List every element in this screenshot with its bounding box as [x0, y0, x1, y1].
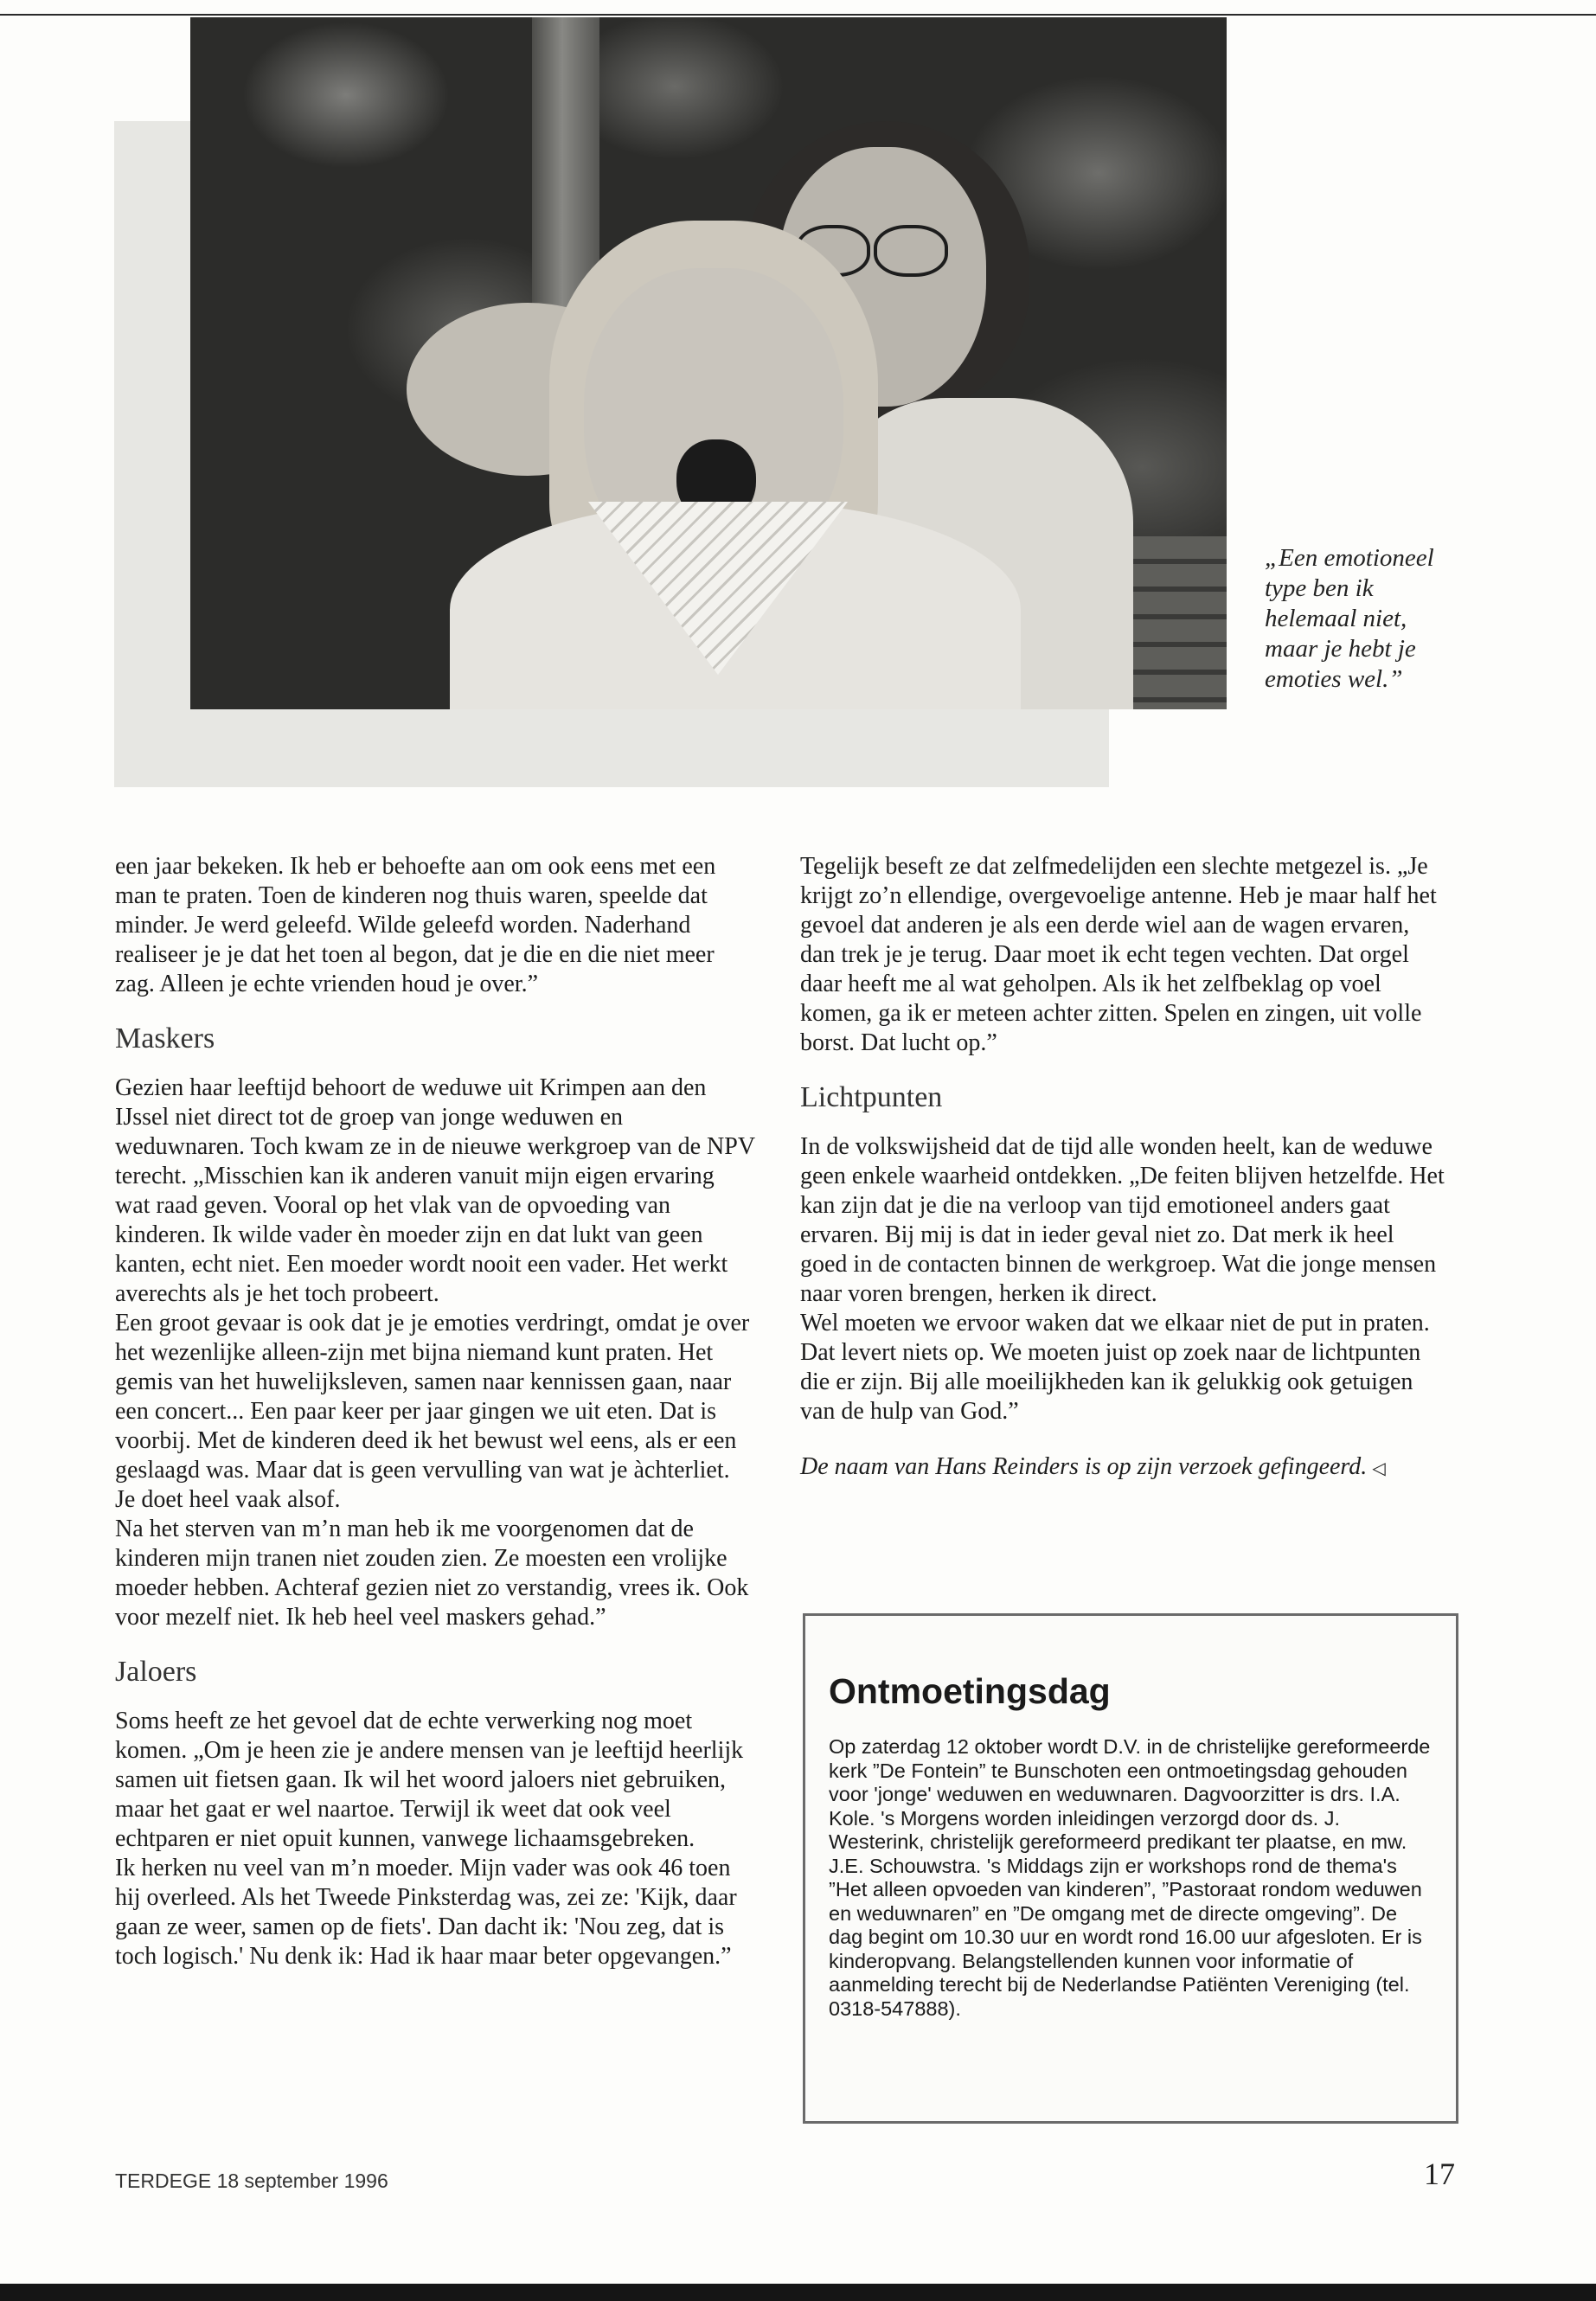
event-box [803, 1613, 1458, 2124]
left-column [115, 852, 755, 1971]
heading-lichtpunten: Lichtpunten [800, 1081, 943, 1113]
right-column [800, 852, 1445, 1484]
lichtpunten-paragraph-2: Wel moeten we ervoor waken dat we elkaar niet de put in praten. Dat levert niets op. We moeten juist op zoek naar de lichtpunten die er zijn. Bij alle moeilijkheden kan ik gelukkig ook getuigen van de hulp van God.” [800, 1310, 1430, 1425]
right-paragraph-1: Tegelijk beseft ze dat zelfmedelijden een slechte metgezel is. „Je krijgt zo’n ellendige, overgevoelige antenne. Heb je maar half het gevoel dat anderen je als een derde wiel aan de wagen ervaren, dan trek je je terug. Daar moet ik echt tegen vechten. Dat orgel daar heeft me al wat geholpen. Als ik het zelfbeklag op voel komen, ga ik er meteen achter zitten. Spelen en zingen, uit volle borst. Dat lucht op.” [800, 853, 1437, 1056]
photo-glasses-right [874, 225, 948, 277]
article-photo [190, 17, 1227, 709]
maskers-paragraph-3: Na het sterven van m’n man heb ik me voorgenomen dat de kinderen mijn tranen niet zouden zien. Ze moesten een vrolijke moeder hebben. Achteraf gezien niet zo verstandig, vrees ik. Ook voor mezelf niet. Ik heb heel veel maskers gehad.” [115, 1516, 749, 1631]
bottom-band [0, 2284, 1596, 2301]
maskers-paragraph-2: Een groot gevaar is ook dat je je emoties verdringt, omdat je over het wezenlijke alleen-zijn met bijna niemand kunt praten. Het gemis van het huwelijksleven, samen naar kennissen gaan, naar een concert... Een paar keer per jaar gingen we uit eten. Dat is voorbij. Met de kinderen deed ik het bewust wel eens, als er een geslaagd was. Maar dat is geen vervulling van wat je àchterliet. Je doet heel vaak alsof. [115, 1310, 750, 1513]
intro-paragraph: een jaar bekeken. Ik heb er behoefte aan om ook eens met een man te praten. Toen de kinderen nog thuis waren, speelde dat minder. Je werd geleefd. Wilde geleefd worden. Naderhand realiseer je je dat het toen al begon, dat je die en die niet meer zag. Alleen je echte vrienden houd je over.” [115, 853, 716, 997]
lichtpunten-paragraph-1: In de volkswijsheid dat de tijd alle wonden heelt, kan de weduwe geen enkele waarheid ontdekken. „De feiten blijven hetzelfde. Het kan zijn dat je die na verloop van tijd emotioneel anders gaat ervaren. Bij mij is dat in ieder geval niet zo. Dat merk ik heel goed in de contacten binnen de werkgroep. Wat die jonge mensen naar voren brengen, herken ik direct. [800, 1133, 1445, 1307]
heading-maskers: Maskers [115, 1022, 215, 1054]
top-rule [0, 14, 1596, 16]
jaloers-paragraph-2: Ik herken nu veel van m’n moeder. Mijn vader was ook 46 toen hij overleed. Als het Tweede Pinksterdag was, zei ze: 'Kijk, daar gaan ze weer, samen op de fiets'. Dan dacht ik: 'Nou zeg, dat is toch logisch.' Nu denk ik: Had ik haar maar beter opgevangen.” [115, 1855, 737, 1970]
footer-publication: TERDEGE 18 september 1996 [115, 2170, 388, 2192]
photo-caption: „Een emotioneel type ben ik helemaal niet, maar je hebt je emoties wel.” [1265, 544, 1434, 693]
end-mark-icon: ◁ [1372, 1459, 1386, 1478]
maskers-paragraph-1: Gezien haar leeftijd behoort de weduwe uit Krimpen aan den IJssel niet direct tot de groep van jonge weduwen en weduwnaren. Toch kwam ze in de nieuwe werkgroep van de NPV terecht. „Misschien kan ik anderen vanuit mijn eigen ervaring wat raad geven. Vooral op het vlak van de opvoeding van kinderen. Ik wilde vader èn moeder zijn en dat lukt van geen kanten, echt niet. Een moeder wordt nooit een vader. Het werkt averechts als je het toch probeert. [115, 1074, 755, 1307]
author-note [800, 1452, 1445, 1484]
page-number: 17 [1424, 2157, 1455, 2191]
heading-jaloers: Jaloers [115, 1656, 197, 1688]
author-note-text: De naam van Hans Reinders is op zijn verzoek gefingeerd. [800, 1453, 1368, 1480]
event-box-title: Ontmoetingsdag [829, 1671, 1111, 1711]
jaloers-paragraph-1: Soms heeft ze het gevoel dat de echte verwerking nog moet komen. „Om je heen zie je andere mensen van je leeftijd heerlijk samen uit fietsen gaan. Ik wil het woord jaloers niet gebruiken, maar het gaat er wel naartoe. Terwijl ik weet dat ook veel echtparen er niet opuit kunnen, vanwege lichaamsgebreken. [115, 1708, 744, 1852]
event-box-text: Op zaterdag 12 oktober wordt D.V. in de christelijke gereformeerde kerk ”De Fontein” te Bunschoten een ontmoetingsdag gehouden voor 'jonge' weduwen en weduwnaren. Dagvoorzitter is drs. I.A. Kole. 's Morgens worden inleidingen verzorgd door ds. J. Westerink, christelijk gereformeerd predikant ter plaatse, en mw. J.E. Schouwstra. 's Middags zijn er workshops rond de thema's ”Het alleen opvoeden van kinderen”, ”Pastoraat rondom weduwen en weduwnaren” en ”De omgang met de directe omgeving”. De dag begint om 10.30 uur en wordt rond 16.00 uur afgesloten. Er is kinderopvang. Belangstellenden kunnen voor informatie of aanmelding terecht bij de Nederlandse Patiënten Vereniging (tel. 0318-547888). [829, 1735, 1431, 2020]
